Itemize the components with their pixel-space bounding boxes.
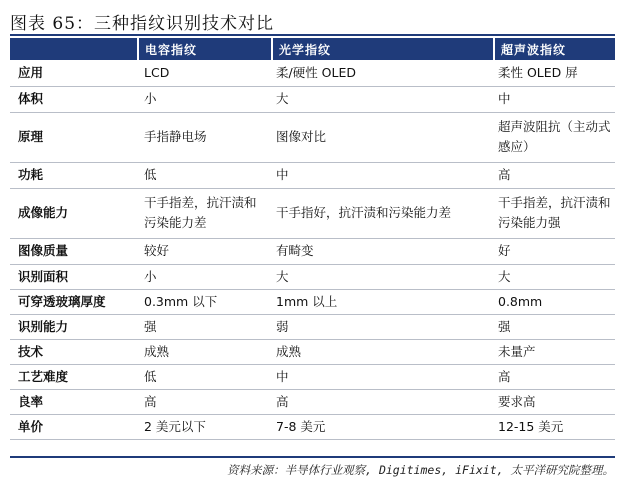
row-header: 识别面积	[10, 264, 138, 289]
row-header: 工艺难度	[10, 364, 138, 389]
row-header: 可穿透玻璃厚度	[10, 289, 138, 314]
cell-optical: 7-8 美元	[272, 414, 494, 439]
cell-ultrasonic: 好	[494, 238, 615, 264]
header-row	[10, 38, 615, 60]
bottom-rule	[10, 456, 615, 458]
cell-optical: 中	[272, 364, 494, 389]
row-header: 功耗	[10, 162, 138, 188]
header-cell-ultrasonic: 超声波指纹	[494, 38, 615, 60]
cell-optical: 成熟	[272, 339, 494, 364]
table-row	[10, 86, 615, 112]
table-row	[10, 339, 615, 364]
row-header: 应用	[10, 60, 138, 86]
row-header: 成像能力	[10, 188, 138, 238]
cell-capacitive: 手指静电场	[138, 112, 272, 162]
row-header: 图像质量	[10, 238, 138, 264]
table-row	[10, 314, 615, 339]
cell-capacitive: 2 美元以下	[138, 414, 272, 439]
cell-ultrasonic: 柔性 OLED 屏	[494, 60, 615, 86]
cell-capacitive: 高	[138, 389, 272, 414]
cell-optical: 图像对比	[272, 112, 494, 162]
comparison-table	[10, 38, 615, 440]
header-cell-blank	[10, 38, 138, 60]
cell-optical: 高	[272, 389, 494, 414]
row-header: 体积	[10, 86, 138, 112]
cell-capacitive: 强	[138, 314, 272, 339]
cell-optical: 大	[272, 264, 494, 289]
table-row	[10, 188, 615, 238]
cell-optical: 柔/硬性 OLED	[272, 60, 494, 86]
header-cell-capacitive: 电容指纹	[138, 38, 272, 60]
cell-capacitive: 低	[138, 364, 272, 389]
title-rule	[10, 34, 615, 36]
cell-optical: 弱	[272, 314, 494, 339]
cell-capacitive: 低	[138, 162, 272, 188]
cell-capacitive: 较好	[138, 238, 272, 264]
header-cell-optical: 光学指纹	[272, 38, 494, 60]
cell-capacitive: 小	[138, 264, 272, 289]
cell-optical: 大	[272, 86, 494, 112]
cell-ultrasonic: 0.8mm	[494, 289, 615, 314]
cell-ultrasonic: 大	[494, 264, 615, 289]
row-header: 技术	[10, 339, 138, 364]
cell-optical: 有畸变	[272, 238, 494, 264]
cell-ultrasonic: 强	[494, 314, 615, 339]
table-row	[10, 238, 615, 264]
row-header: 识别能力	[10, 314, 138, 339]
cell-ultrasonic: 中	[494, 86, 615, 112]
cell-ultrasonic: 未量产	[494, 339, 615, 364]
table-row	[10, 364, 615, 389]
cell-optical: 中	[272, 162, 494, 188]
row-header: 原理	[10, 112, 138, 162]
table-row	[10, 112, 615, 162]
table-row	[10, 389, 615, 414]
cell-ultrasonic: 12-15 美元	[494, 414, 615, 439]
cell-capacitive: LCD	[138, 60, 272, 86]
row-header: 良率	[10, 389, 138, 414]
cell-optical: 干手指好，抗汗渍和污染能力差	[272, 188, 494, 238]
cell-ultrasonic: 高	[494, 162, 615, 188]
table-row	[10, 60, 615, 86]
cell-ultrasonic: 高	[494, 364, 615, 389]
cell-capacitive: 小	[138, 86, 272, 112]
table-row	[10, 289, 615, 314]
table-row	[10, 414, 615, 439]
cell-ultrasonic: 要求高	[494, 389, 615, 414]
cell-ultrasonic: 干手指差，抗汗渍和污染能力强	[494, 188, 615, 238]
cell-ultrasonic: 超声波阻抗（主动式感应）	[494, 112, 615, 162]
cell-capacitive: 成熟	[138, 339, 272, 364]
table-row	[10, 162, 615, 188]
source-note: 资料来源：半导体行业观察, Digitimes, iFixit, 太平洋研究院整理。	[227, 463, 614, 477]
row-header: 单价	[10, 414, 138, 439]
cell-optical: 1mm 以上	[272, 289, 494, 314]
table-row	[10, 264, 615, 289]
cell-capacitive: 干手指差，抗汗渍和污染能力差	[138, 188, 272, 238]
figure-title: 图表 65：三种指纹识别技术对比	[10, 14, 275, 34]
cell-capacitive: 0.3mm 以下	[138, 289, 272, 314]
